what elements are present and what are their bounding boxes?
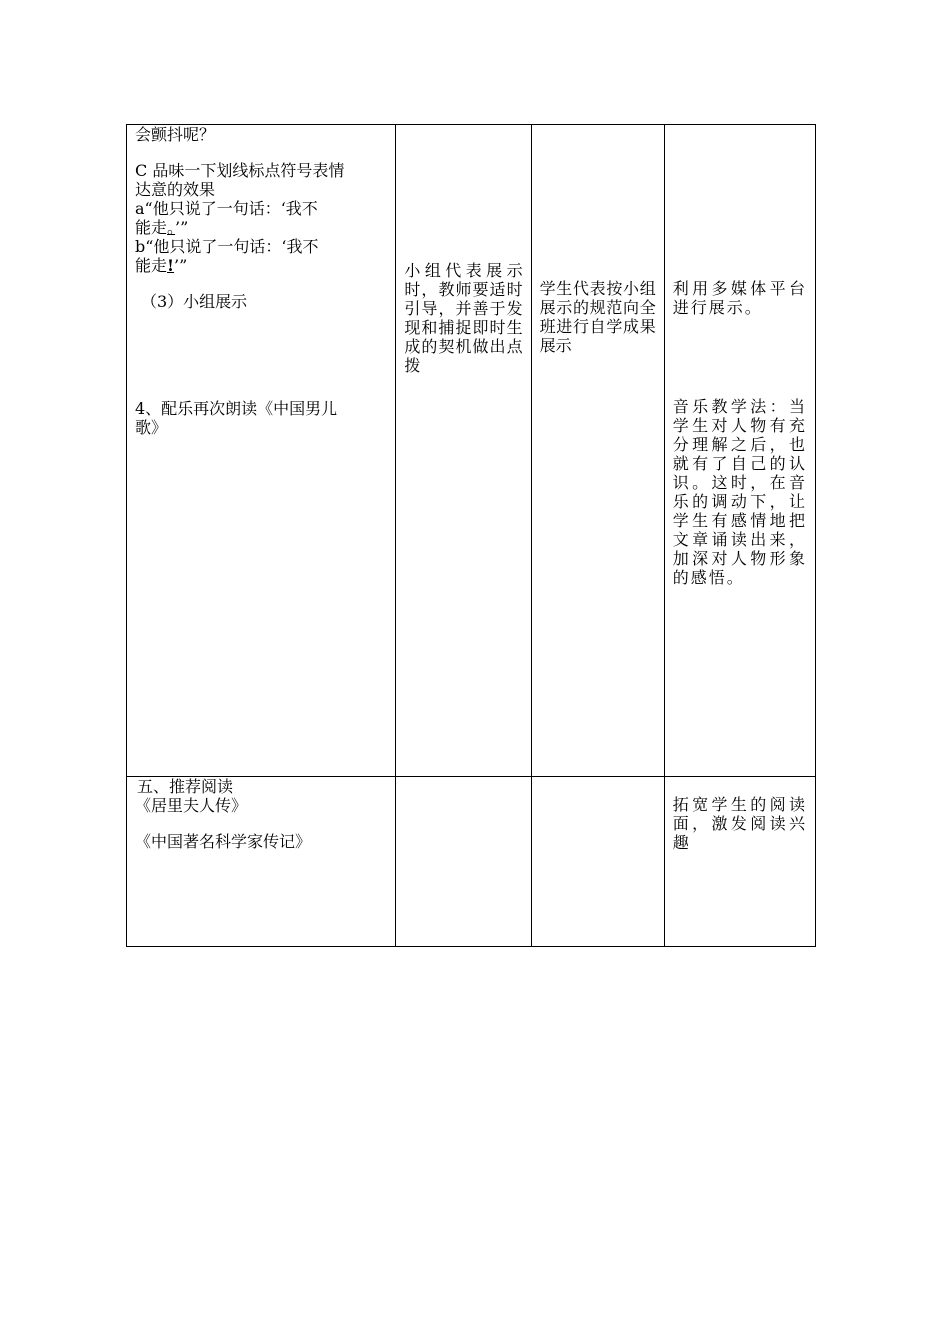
teaching-content-cell [127,125,396,777]
content-line: 能走。’” [135,218,189,237]
student-activity-text: 学生代表按小组展示的规范向全班进行自学成果展示 [539,279,656,355]
lesson-plan-table [126,124,816,947]
design-intent-text: 利用多媒体平台进行展示。 [672,279,807,317]
teaching-content-cell [127,777,396,947]
content-line: （3）小组展示 [141,292,248,311]
content-line: 能走!’” [135,256,188,275]
teacher-activity-cell [396,125,531,777]
teacher-activity-cell [396,777,531,947]
underlined-punctuation: 。 [167,218,176,237]
student-activity-cell [531,777,664,947]
design-intent-text: 拓宽学生的阅读面，激发阅读兴趣 [672,795,807,852]
table-row [127,125,816,777]
table-row [127,777,816,947]
design-intent-cell [664,777,815,947]
student-activity-cell [531,125,664,777]
design-intent-text: 音乐教学法：当学生对人物有充分理解之后，也就有了自己的认识。这时，在音乐的调动下，让学生有感情地把文章诵读出来，加深对人物形象的感悟。 [672,397,807,587]
content-line: 歌》 [135,418,168,437]
teacher-activity-text: 小组代表展示时，教师要适时引导，并善于发现和捕捉即时生成的契机做出点拨 [404,261,523,375]
content-line: 达意的效果 [135,180,216,199]
design-intent-cell [664,125,815,777]
content-line: 4、配乐再次朗读《中国男儿 [135,399,338,418]
content-line: C 品味一下划线标点符号表情 [135,161,345,180]
section-title: 五、推荐阅读 [137,777,234,796]
book-title: 《居里夫人传》 [135,796,248,815]
content-line: b“他只说了一句话：‘我不 [135,237,319,256]
content-line: 会颤抖呢？ [135,125,216,144]
book-title: 《中国著名科学家传记》 [135,832,312,851]
underlined-punctuation: ! [167,256,175,275]
content-line: a“他只说了一句话：‘我不 [135,199,318,218]
